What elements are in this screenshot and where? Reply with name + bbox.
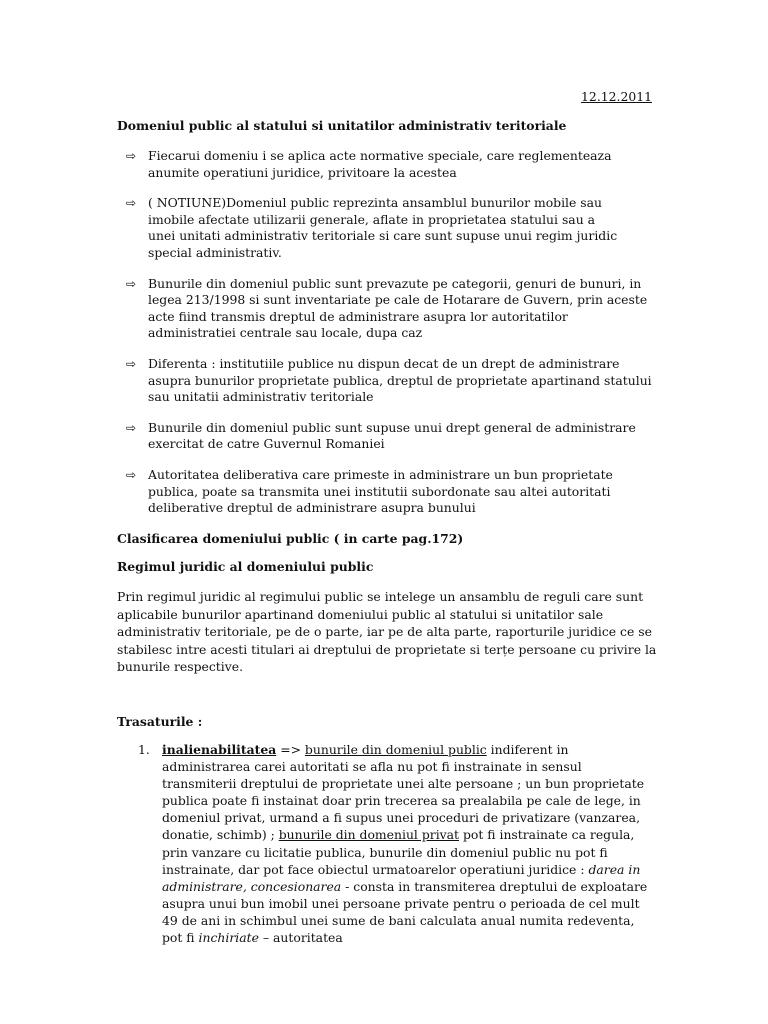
bullet-text: Diferenta : institutiile publice nu dispun decat de un drept de administrare asupra bunurilor proprietate publica, dreptul de proprietate apartinand statului sau unitatii administrativ teritoriale [148,355,652,405]
list-number: 1. [138,742,150,757]
bullet-item [126,467,656,517]
arrow-bullet-icon: ⇨ [126,149,137,163]
bullet-list [126,148,656,531]
heading-clasificarea: Clasificarea domeniului public ( in carte pag.172) [117,531,464,546]
bullet-item [126,276,652,342]
bullet-item [126,195,624,261]
paragraph-regim-juridic: Prin regimul juridic al regimului public se intelege un ansamblu de reguli care sunt aplicabile bunurilor apartinand domeniului public al statului si unitatilor sale administrativ teritoriale, pe de o parte, iar pe de alta parte, raporturile juridice ce se stabilesc intre acesti titulari ai dreptului de proprietate si terțe persoane cu privire la bunurile respective. [117,589,657,675]
heading-regimul-juridic: Regimul juridic al domeniului public [117,559,374,574]
bullet-item [126,420,648,453]
bullet-text: Autoritatea deliberativa care primeste in administrare un bun proprietate publica, poate sa transmita unei institutii subordonate sau altei autoritati deliberative dreptul de administrare asupra bunului [148,466,613,516]
list-item [138,741,658,946]
list-text: – autoritatea [258,930,343,946]
term-inalienabilitatea: inalienabilitatea [162,742,277,757]
bullet-item [126,148,624,181]
bullet-text: Bunurile din domeniul public sunt prevazute pe categorii, genuri de bunuri, in legea 213/1998 si sunt inventariate pe cale de Hotarare de Guvern, prin aceste acte fiind transmis dreptul de administrare asupra lor autoritatilor administratiei centrale sau locale, dupa caz [148,275,648,341]
bullet-item [126,356,656,406]
underlined-phrase: bunurile din domeniul privat [278,827,460,843]
italic-phrase: darea in administrare, concesionarea [162,861,641,894]
bullet-text: Bunurile din domeniul public sunt supuse unui drept general de administrare exercitat de catre Guvernul Romaniei [148,419,636,452]
underlined-phrase: bunurile din domeniul public [304,742,487,757]
list-text: - consta in transmiterea dreptului de exploatare asupra unui bun imobil unei persoane private pentru o perioada de cel mult 49 de ani in schimbul unei sume de bani calculata anual numita redeventa, pot fi [162,878,648,946]
bullet-text: Fiecarui domeniu i se aplica acte normative speciale, care reglementeaza anumite operatiuni juridice, privitoare la acestea [148,148,612,180]
document-date: 12.12.2011 [581,89,652,104]
arrow-bullet-icon: ⇨ [126,420,137,435]
arrow-bullet-icon: ⇨ [126,196,137,211]
bullet-text: ( NOTIUNE)Domeniul public reprezinta ansamblul bunurilor mobile sau imobile afectate utilizarii generale, aflate in proprietatea statului sau a unei unitati administrativ teritoriale si care sunt supuse unui regim juridic special administrativ. [148,195,618,260]
italic-phrase: inchiriate [198,930,259,946]
numbered-list [138,741,658,946]
list-text: pot fi instrainate ca regula, prin vanzare cu licitatie publica, bunurile din domeniul public nu pot fi instrainate, dar pot face obiectul urmatoarelor operatiuni juridice : [162,827,635,877]
heading-domeniul-public: Domeniul public al statului si unitatilor administrativ teritoriale [117,118,567,133]
arrow-bullet-icon: ⇨ [126,356,137,371]
arrow-bullet-icon: ⇨ [126,467,137,482]
implies-arrow: => [276,742,301,757]
arrow-bullet-icon: ⇨ [126,276,137,291]
list-text: indiferent in administrarea carei autoritati se afla nu pot fi instrainate in sensul transmiterii dreptului de proprietate unei alte persoane ; un bun proprietate publica poate fi instainat doar prin trecerea sa prealabila pe cale de lege, in domeniul privat, urmand a fi supus unei proceduri de privatizare (vanzarea, donatie, schimb) ; [162,742,645,843]
heading-trasaturile: Trasaturile : [117,714,203,729]
